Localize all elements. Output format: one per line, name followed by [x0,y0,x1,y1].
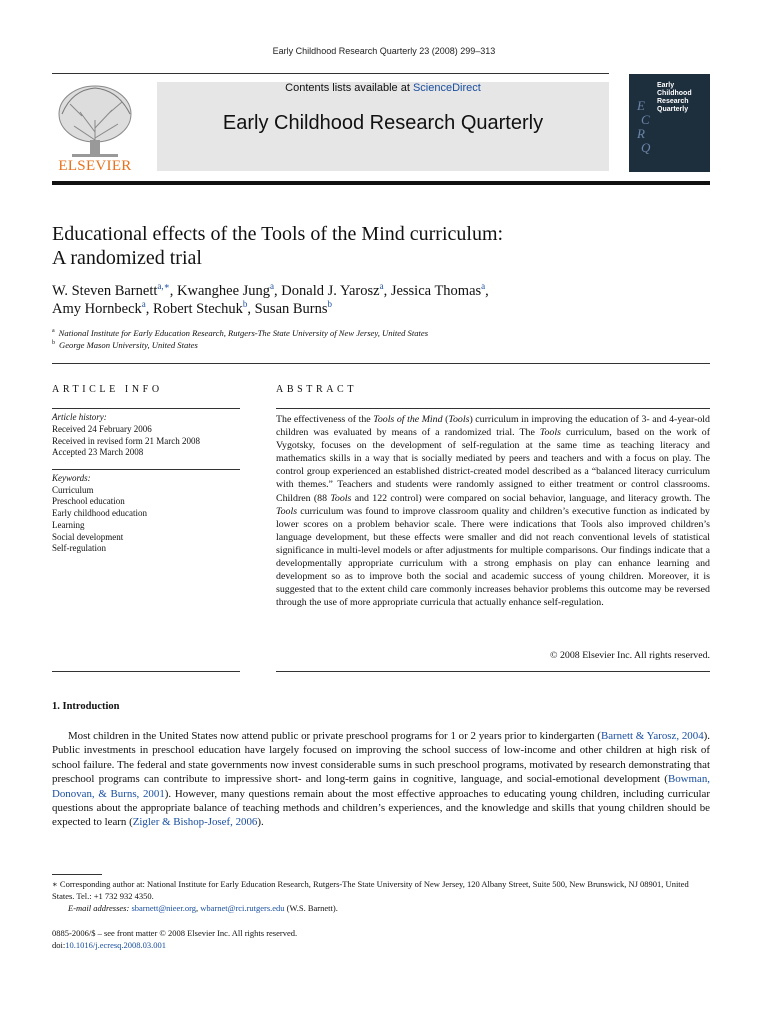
abstract-segment: curriculum, based on the work of Vygotsky, focuses on the development of self-regulation at the same time as teaching literacy and mathematics skills in a way that is socially mediated by peers and teachers and with a focus on play. The control group experienced an established district-created model described as a “balanced literacy curriculum with themes.” Teachers and students were randomly assigned to either treatment or control classrooms. Children (88 [276,427,710,504]
sciencedirect-link[interactable]: ScienceDirect [412,82,481,94]
email-link[interactable]: wbarnet@rci.rutgers.edu [200,903,285,913]
author-separator: , [274,283,282,299]
footnote-rule [52,874,102,875]
abstract-segment: Tools of the Mind [373,414,443,425]
author-name[interactable]: Kwanghee Jung [177,283,271,299]
ecrq-logo-icon [635,96,655,156]
author-name[interactable]: Susan Burns [254,301,328,317]
svg-text:C: C [641,112,650,127]
author-affiliation-mark[interactable]: a [379,281,384,292]
author-affiliation-mark[interactable]: a [141,299,146,310]
email-separator: , [196,903,201,913]
citation-link[interactable]: Barnett & Yarosz, 2004 [600,730,704,742]
author-affiliation-mark[interactable]: b [242,299,248,310]
svg-text:Q: Q [641,140,651,155]
section-rule [52,363,710,364]
abstract-rule [276,408,710,409]
author-list [52,282,712,318]
journal-cover-image [629,74,710,172]
contents-text: Contents lists available at [285,82,413,94]
footnote-email-line [52,902,710,914]
masthead-thick-rule [52,181,710,185]
article-info-heading: ARTICLE INFO [52,384,163,395]
journal-title: Early Childhood Research Quarterly [222,112,544,134]
abstract-segment: curriculum was found to improve classroom quality and children’s executive function as indicated by lower scores on a problem behavior scale. There were indications that Tools also improved children’s language development, but these effects were smaller and did not reach conventional levels of statistical significance in multi-level models or after adjustments for multiple comparisons. Our findings indicate that a developmentally appropriate curriculum with a strong emphasis on play can enhance learning and development so as to improve both the social and academic success of young children. Moreover, it is suggested that to the extent child care commonly increases behavior problems this outcome may be reversed through the use of more appropriate curricula that actually enhance self-regulation. [276,505,710,609]
intro-text: ). However, many questions remain about the most effective approaches to educating young children, including curricular questions about the appropriate balance of teaching methods and children’s experiences, and the knowledge and skills that young children should be expected to learn ( [52,787,710,829]
author-separator: , [383,283,391,299]
intro-text: ). Public investments in preschool education have largely focused on improving the school success of low-income and other children at high risk of school failure. The federal and state governments now invest considerable sums in such preschool programs, motivated by research demonstrating that preschool programs can contribute to impressive short- and long-term gains in cognitive, language, and social-emotional development ( [52,730,711,786]
affiliation-text: National Institute for Early Education Research, Rutgers-The State University of New Jersey, United States [58,328,429,338]
abstract-segment: Tools [539,427,561,439]
top-rule [52,73,609,74]
contents-line [157,82,609,94]
affiliation-text: George Mason University, United States [59,340,198,350]
author-name[interactable]: Robert Stechuk [153,301,243,317]
article-history-label: Article history: [52,412,107,422]
email-link[interactable]: sbarnett@nieer.org [131,903,196,913]
affiliation-mark: a [52,328,55,335]
article-info-rule [52,469,240,470]
issn-line: 0885-2006/$ – see front matter © 2008 Elsevier Inc. All rights reserved. [52,928,298,938]
keyword-item: Self-regulation [52,543,106,554]
keyword-item: Curriculum [52,484,94,495]
journal-reference: Early Childhood Research Quarterly 23 (2008) 299–313 [272,46,496,56]
abstract-segment: Tools [330,492,352,504]
history-item: Received 24 February 2006 [52,423,152,434]
history-item: Received in revised form 21 March 2008 [52,435,200,446]
footnote-text-line [52,878,710,902]
publisher-name: ELSEVIER [58,158,132,174]
svg-text:E: E [637,98,645,113]
history-item: Accepted 23 March 2008 [52,447,144,458]
keywords [52,473,242,555]
affiliation-item [52,339,712,351]
footnote-text: Corresponding author at: National Institute for Early Education Research, Rutgers-The State University of New Jersey, 120 Albany Street, Suite 500, New Brunswick, NJ 08901, United States. Tel.: +1 732 932 4350. [52,879,689,901]
cover-title: Early Childhood Research Quarterly [657,82,692,113]
author-separator: , [247,301,255,317]
citation-link[interactable]: Zigler & Bishop-Josef, 2006 [132,816,258,829]
article-history [52,412,242,459]
intro-text: ). [257,816,264,829]
affiliations [52,327,712,351]
abstract-rule [276,671,710,672]
email-owner: (W.S. Barnett). [284,903,338,913]
author-name[interactable]: Amy Hornbeck [52,301,142,317]
abstract-heading: ABSTRACT [276,384,358,395]
intro-text: Most children in the United States now attend public or private preschool programs for 1 or 2 years prior to kindergarten ( [68,730,601,742]
keyword-item: Preschool education [52,496,125,507]
abstract-segment: Tools [448,414,470,425]
abstract-segment: Tools [276,505,298,517]
keyword-item: Social development [52,531,124,542]
author-name[interactable]: W. Steven Barnett [52,283,158,299]
doi-line [52,939,452,951]
article-title-line-2: A randomized trial [52,247,202,269]
corresponding-author-footnote [52,878,710,914]
author-name[interactable]: Donald J. Yarosz [281,283,380,299]
author-name[interactable]: Jessica Thomas [390,283,482,299]
author-affiliation-mark[interactable]: a,∗ [157,281,170,292]
citation-link[interactable]: Bowman, Donovan, & Burns, 2001 [52,773,710,800]
abstract-segment: and 122 control) were compared on social behavior, language, and literacy growth. The [351,492,710,504]
introduction-heading: 1. Introduction [52,701,120,712]
email-label: E-mail addresses: [68,903,130,913]
keyword-item: Early childhood education [52,508,147,519]
affiliation-mark: b [52,340,55,347]
author-affiliation-mark[interactable]: a [270,281,275,292]
abstract-segment: The effectiveness of the [276,414,374,425]
affiliation-item [52,327,712,339]
abstract-segment: ( [442,414,449,425]
abstract-copyright: © 2008 Elsevier Inc. All rights reserved. [550,650,710,661]
introduction-paragraph [52,729,710,830]
author-affiliation-mark[interactable]: b [327,299,333,310]
author-separator: , [485,283,489,299]
front-matter [52,927,452,951]
abstract-text [276,413,710,609]
footnote-mark: ∗ [52,879,58,889]
doi-label: doi: [52,940,66,950]
svg-text:R: R [637,126,645,141]
author-affiliation-mark[interactable]: a [481,281,486,292]
author-separator: , [169,283,177,299]
article-title-line-1: Educational effects of the Tools of the Mind curriculum: [52,223,504,245]
keyword-item: Learning [52,519,85,530]
abstract-segment: ) curriculum in improving the education of 3- and 4-year-old children was evaluated by means of a randomized trial. The [276,414,710,439]
doi-link[interactable]: 10.1016/j.ecresq.2008.03.001 [65,940,167,950]
author-separator: , [145,301,154,317]
article-title [52,222,712,270]
article-info-rule [52,408,240,409]
keywords-label: Keywords: [52,473,91,483]
article-info-rule [52,671,240,672]
